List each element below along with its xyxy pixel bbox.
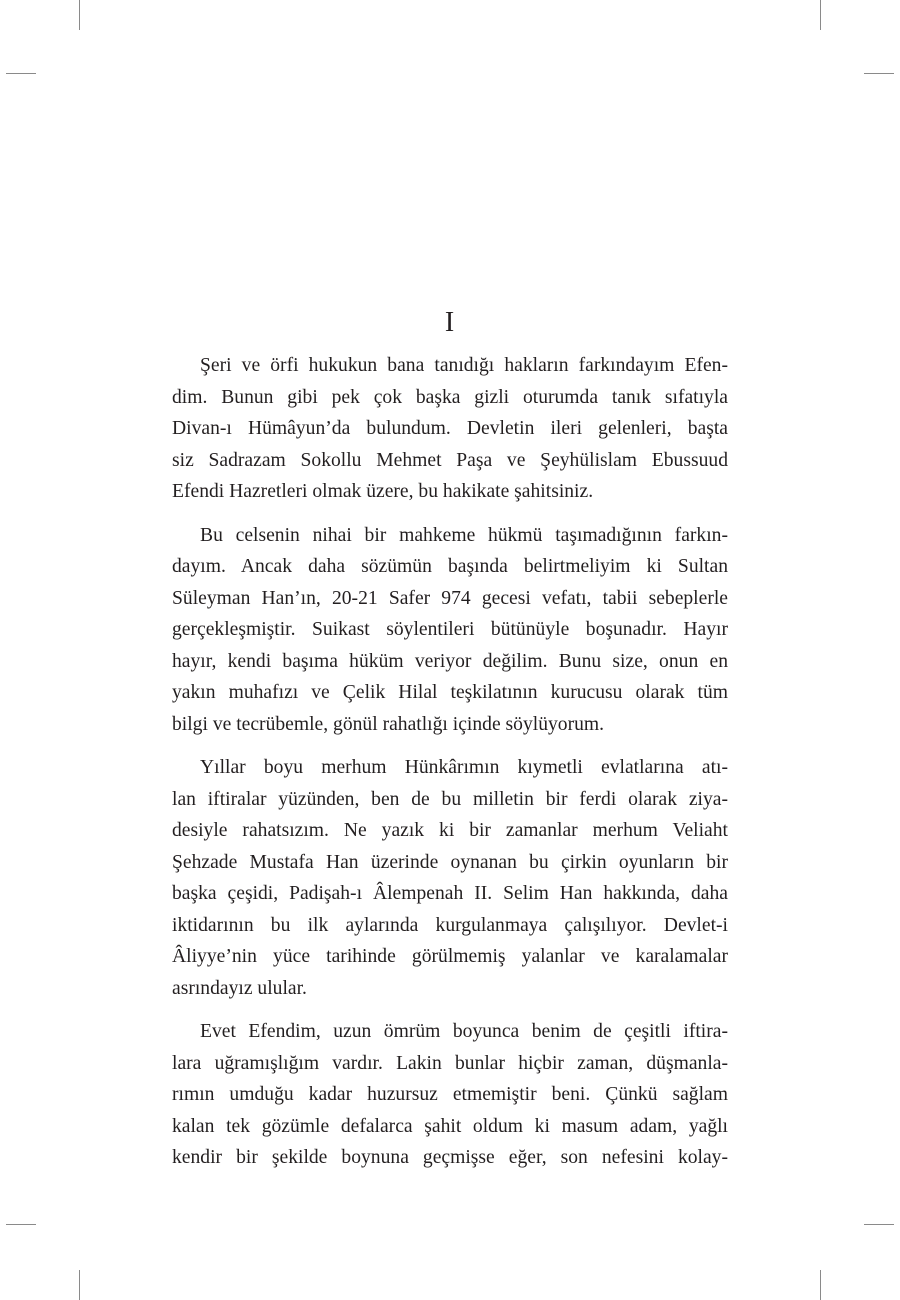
paragraph <box>172 350 728 508</box>
text-line: Âliyye’nin yüce tarihinde görülmemiş yalanlar ve karalamalar <box>172 946 728 967</box>
text-line: rımın umduğu kadar huzursuz etmemiştir beni. Çünkü sağlam <box>172 1084 728 1105</box>
text-line: yakın muhafızı ve Çelik Hilal teşkilatının kurucusu olarak tüm <box>172 682 728 703</box>
paragraph <box>172 752 728 1004</box>
text-line: kalan tek gözümle defalarca şahit oldum ki masum adam, yağlı <box>172 1115 728 1137</box>
text-line: lara uğramışlığım vardır. Lakin bunlar hiçbir zaman, düşmanla- <box>172 1052 728 1074</box>
text-line: Efendi Hazretleri olmak üzere, bu hakikate şahitsiniz. <box>172 481 594 502</box>
text-line: hayır, kendi başıma hüküm veriyor değilim. Bunu size, onun en <box>172 650 728 672</box>
text-line: dim. Bunun gibi pek çok başka gizli oturumda tanık sıfatıyla <box>172 386 728 408</box>
paragraph <box>172 1016 728 1174</box>
text-line: asrındayız ulular. <box>172 977 307 999</box>
text-line: siz Sadrazam Sokollu Mehmet Paşa ve Şeyhülislam Ebussuud <box>172 449 728 471</box>
text-line: iktidarının bu ilk aylarında kurgulanmaya çalışılıyor. Devlet-i <box>172 914 728 936</box>
crop-mark-bottom-right-horizontal <box>864 1224 894 1225</box>
text-line: Şeri ve örfi hukukun bana tanıdığı hakların farkındayım Efen- <box>200 355 728 376</box>
text-line: başka çeşidi, Padişah-ı Âlempenah II. Selim Han hakkında, daha <box>172 883 728 904</box>
crop-mark-bottom-left-vertical <box>79 1270 80 1300</box>
chapter-numeral: I <box>444 307 456 338</box>
text-line: Süleyman Han’ın, 20-21 Safer 974 gecesi vefatı, tabii sebeplerle <box>172 587 728 609</box>
body-text <box>172 350 728 1186</box>
text-line: Evet Efendim, uzun ömrüm boyunca benim de çeşitli iftira- <box>200 1021 728 1042</box>
crop-mark-bottom-left-horizontal <box>6 1224 36 1225</box>
text-line: lan iftiralar yüzünden, ben de bu milletin bir ferdi olarak ziya- <box>172 788 728 810</box>
crop-mark-top-right-vertical <box>820 0 821 30</box>
text-line: Bu celsenin nihai bir mahkeme hükmü taşımadığının farkın- <box>200 524 728 546</box>
text-line: gerçekleşmiştir. Suikast söylentileri bütünüyle boşunadır. Hayır <box>172 619 728 640</box>
text-line: dayım. Ancak daha sözümün başında belirtmeliyim ki Sultan <box>172 556 728 577</box>
text-line: desiyle rahatsızım. Ne yazık ki bir zamanlar merhum Veliaht <box>172 820 728 841</box>
crop-mark-top-left-horizontal <box>6 73 36 74</box>
text-line: Yıllar boyu merhum Hünkârımın kıymetli evlatlarına atı- <box>200 757 728 778</box>
crop-mark-top-left-vertical <box>79 0 80 30</box>
crop-mark-top-right-horizontal <box>864 73 894 74</box>
text-line: Divan-ı Hümâyun’da bulundum. Devletin ileri gelenleri, başta <box>172 418 728 439</box>
crop-mark-bottom-right-vertical <box>820 1270 821 1300</box>
text-line: bilgi ve tecrübemle, gönül rahatlığı içinde söylüyorum. <box>172 713 605 735</box>
text-line: kendir bir şekilde boynuna geçmişse eğer, son nefesini kolay- <box>172 1147 728 1168</box>
paragraph <box>172 520 728 741</box>
text-line: Şehzade Mustafa Han üzerinde oynanan bu çirkin oyunların bir <box>172 851 728 873</box>
